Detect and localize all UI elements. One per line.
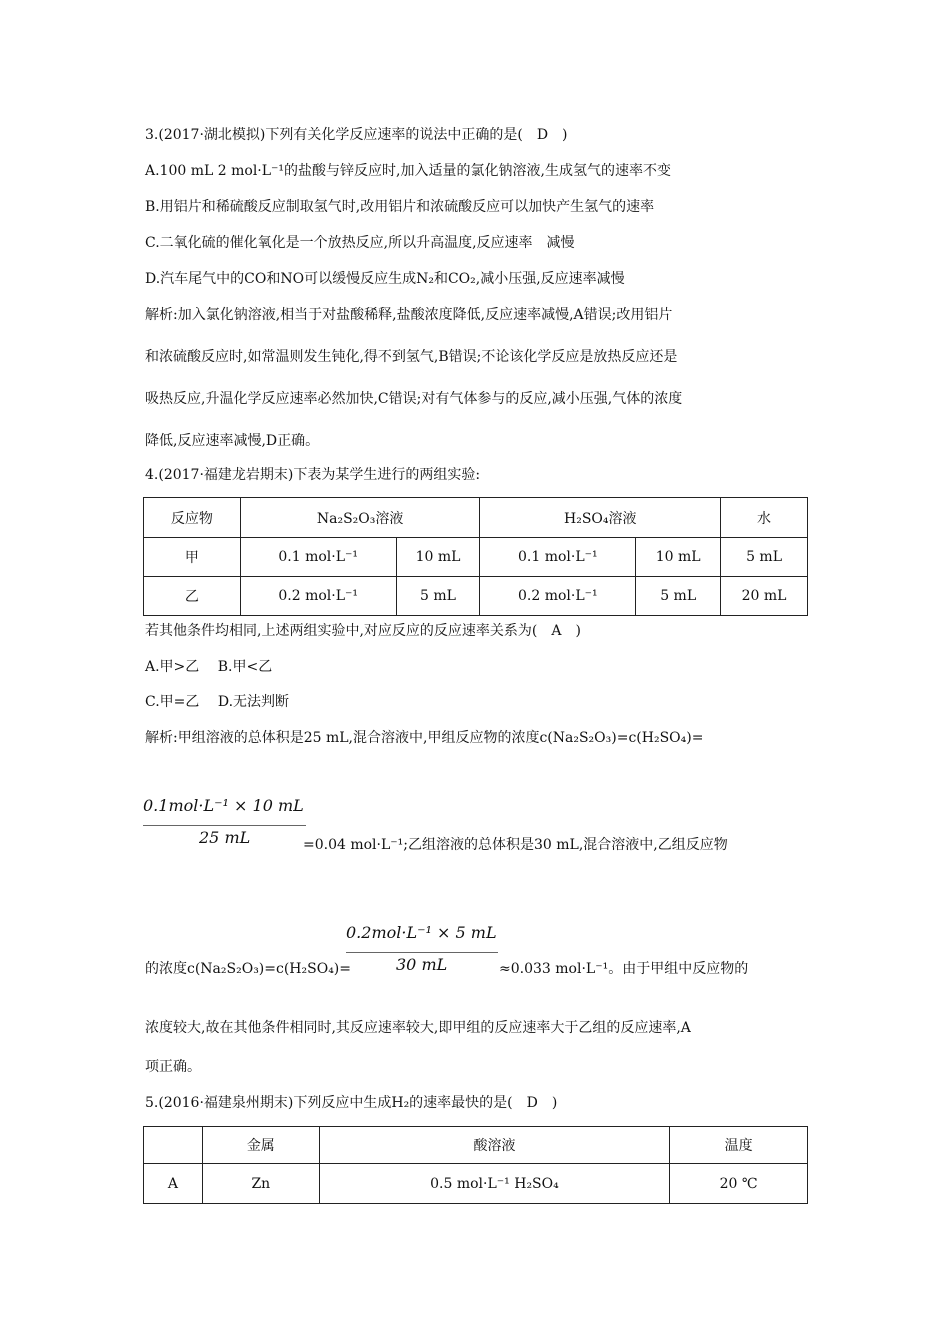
fraction-1 [143,796,308,856]
q3-analysis-line: 解析:加入氯化钠溶液,相当于对盐酸稀释,盐酸浓度降低,反应速率减慢,A错误;改用铝片 [145,307,673,323]
table-header-cell [144,1127,203,1164]
table-header-cell: 酸溶液 [319,1127,669,1164]
table-cell: 20 ℃ [670,1164,808,1204]
fraction-2 [346,923,506,983]
table-row [144,538,808,577]
table-row [144,1164,808,1204]
table-cell: Zn [202,1164,319,1204]
table-cell: 0.1 mol·L⁻¹ [240,538,396,577]
q3-analysis-line: 和浓硫酸反应时,如常温则发生钝化,得不到氢气,B错误;不论该化学反应是放热反应还是 [145,349,678,365]
q3-analysis-line: 降低,反应速率减慢,D正确。 [145,433,320,449]
table-header-cell: 反应物 [144,498,241,538]
table-cell: 5 mL [396,577,480,616]
q3-option-a: A.100 mL 2 mol·L⁻¹的盐酸与锌反应时,加入适量的氯化钠溶液,生成氢气的速率不变 [145,163,671,179]
q4-stem: 4.(2017·福建龙岩期末)下表为某学生进行的两组实验: [145,467,481,483]
table-header-cell: 金属 [202,1127,319,1164]
q5-reaction-table [143,1126,808,1204]
table-cell: 0.2 mol·L⁻¹ [480,577,636,616]
table-row [144,577,808,616]
table-header-row [144,1127,808,1164]
q3-stem: 3.(2017·湖北模拟)下列有关化学反应速率的说法中正确的是( D ) [145,127,568,143]
q4-analysis-line: 解析:甲组溶液的总体积是25 mL,混合溶液中,甲组反应物的浓度c(Na₂S₂O₃)=c(H₂SO₄)= [145,730,704,746]
table-cell: 5 mL [636,577,721,616]
table-cell: 0.5 mol·L⁻¹ H₂SO₄ [319,1164,669,1204]
q3-option-d: D.汽车尾气中的CO和NO可以缓慢反应生成N₂和CO₂,减小压强,反应速率减慢 [145,271,625,287]
q3-option-b: B.用铝片和稀硫酸反应制取氢气时,改用铝片和浓硫酸反应可以加快产生氢气的速率 [145,199,655,215]
q5-stem: 5.(2016·福建泉州期末)下列反应中生成H₂的速率最快的是( D ) [145,1095,558,1111]
table-cell: 20 mL [721,577,808,616]
fraction-numerator: 0.1mol·L⁻¹ × 10 mL [143,796,304,815]
table-header-cell: Na₂S₂O₃溶液 [240,498,480,538]
fraction-numerator: 0.2mol·L⁻¹ × 5 mL [346,923,497,942]
q4-experiment-table [143,497,808,616]
table-cell: 10 mL [396,538,480,577]
q3-option-c: C.二氧化硫的催化氧化是一个放热反应,所以升高温度,反应速率 减慢 [145,235,575,251]
q4-question: 若其他条件均相同,上述两组实验中,对应反应的反应速率关系为( A ) [145,623,581,639]
table-header-row [144,498,808,538]
table-cell: 5 mL [721,538,808,577]
q4-analysis-line: 项正确。 [145,1059,201,1075]
table-cell: 0.2 mol·L⁻¹ [240,577,396,616]
fraction-denominator: 25 mL [199,828,251,847]
table-cell: 甲 [144,538,241,577]
q4-analysis-line: ≈0.033 mol·L⁻¹。由于甲组中反应物的 [499,961,749,977]
table-cell: A [144,1164,203,1204]
q4-options-ab: A.甲>乙 B.甲<乙 [145,659,273,675]
fraction-denominator: 30 mL [396,955,448,974]
fraction-bar [346,952,498,953]
table-cell: 乙 [144,577,241,616]
table-cell: 0.1 mol·L⁻¹ [480,538,636,577]
q4-options-cd: C.甲=乙 D.无法判断 [145,694,290,710]
table-header-cell: 温度 [670,1127,808,1164]
q3-analysis-line: 吸热反应,升温化学反应速率必然加快,C错误;对有气体参与的反应,减小压强,气体的浓度 [145,391,683,407]
q4-analysis-line: 浓度较大,故在其他条件相同时,其反应速率较大,即甲组的反应速率大于乙组的反应速率,A [145,1020,691,1036]
q4-analysis-line: 的浓度c(Na₂S₂O₃)=c(H₂SO₄)= [145,961,351,977]
table-header-cell: H₂SO₄溶液 [480,498,721,538]
table-cell: 10 mL [636,538,721,577]
table-header-cell: 水 [721,498,808,538]
fraction-bar [143,825,306,826]
q4-analysis-line: =0.04 mol·L⁻¹;乙组溶液的总体积是30 mL,混合溶液中,乙组反应物 [303,837,728,853]
